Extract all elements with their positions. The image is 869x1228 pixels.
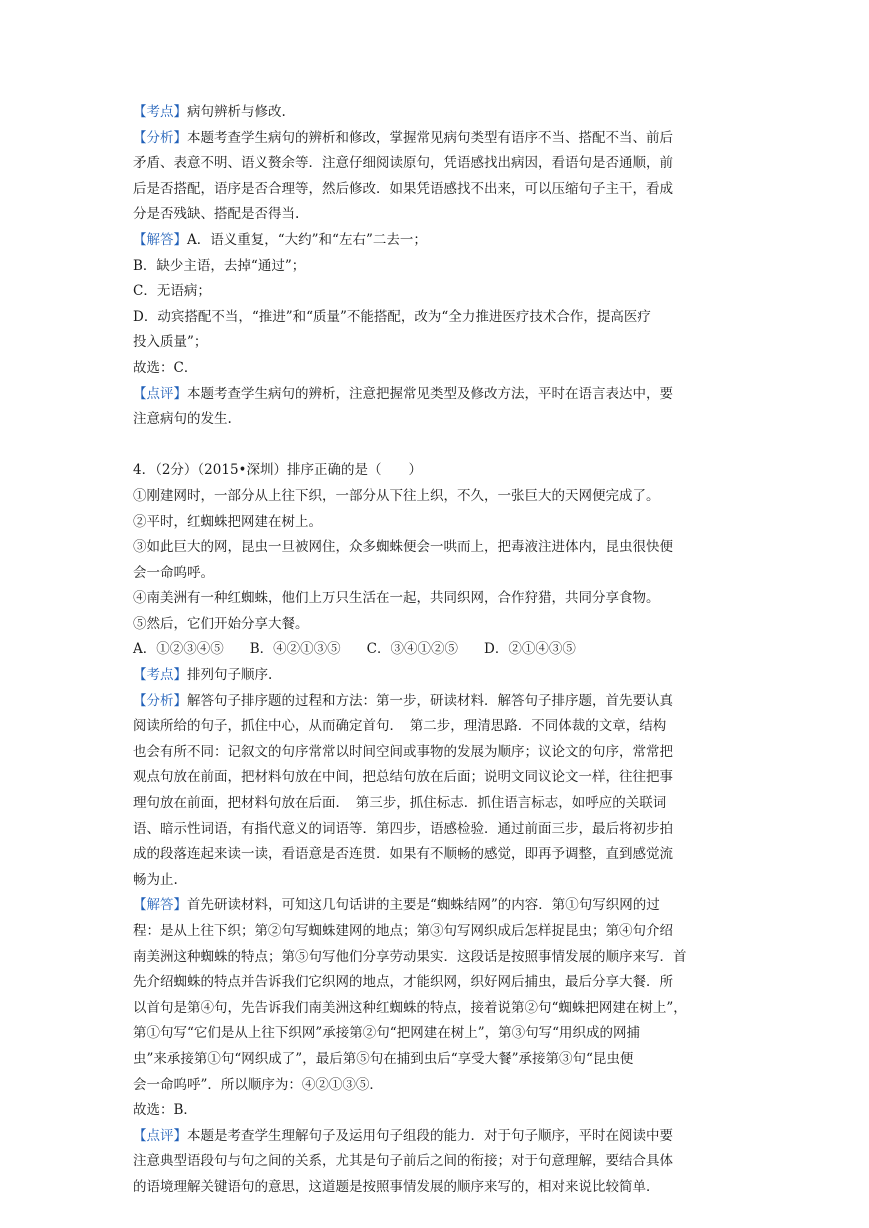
options-row bbox=[133, 637, 743, 663]
sentence-item: ①刚建网时，一部分从上往下织，一部分从下往上织，不久，一张巨大的天网便完成了。 bbox=[133, 487, 660, 504]
dianping-tag: 【点评】 bbox=[133, 1127, 187, 1144]
fenxi-text: 后是否搭配，语序是否合理等，然后修改．如果凭语感找不出来，可以压缩句子主干，看成 bbox=[133, 180, 673, 197]
jieda-text: 先介绍蜘蛛的特点并告诉我们它织网的地点，才能织网，织好网后捕虫，最后分享大餐．所 bbox=[133, 974, 673, 991]
jieda-text: 以首句是第④句，先告诉我们南美洲这种红蜘蛛的特点，接着说第②句“蜘蛛把网建在树上”， bbox=[133, 999, 687, 1016]
option-b: B．④②①③⑤ bbox=[249, 641, 341, 658]
fenxi-tag: 【分析】 bbox=[133, 129, 187, 146]
jieda-text: 第①句写“它们是从上往下织网”承接第②句“把网建在树上”，第③句写“用织成的网捕 bbox=[133, 1025, 641, 1042]
option-a: A．①②③④⑤ bbox=[133, 641, 224, 658]
answer-choice: 故选：C． bbox=[133, 359, 198, 376]
jieda-text: 程：是从上往下织；第②句写蜘蛛建网的地点；第③句写网织成后怎样捉昆虫；第④句介绍 bbox=[133, 923, 673, 939]
dianping-text: 本题考查学生病句的辨析，注意把握常见类型及修改方法，平时在语言表达中，要 bbox=[187, 385, 673, 402]
fenxi-text: 分是否残缺、搭配是否得当. bbox=[133, 206, 300, 223]
kaodian-text: 病句辨析与修改. bbox=[187, 104, 286, 120]
dianping-text: 注意病句的发生. bbox=[133, 411, 232, 428]
q4-kaodian bbox=[133, 663, 743, 689]
q3-jieda bbox=[133, 228, 743, 254]
q4-dianping bbox=[133, 1124, 743, 1150]
answer-choice: 故选：B． bbox=[133, 1102, 197, 1119]
jieda-tag: 【解答】 bbox=[133, 897, 187, 914]
jieda-text: 虫”来承接第①句“网织成了”，最后第⑤句在捕到虫后“享受大餐”承接第③句“昆虫便 bbox=[133, 1050, 634, 1067]
document-page bbox=[133, 100, 743, 1201]
fenxi-text: 本题考查学生病句的辨析和修改，掌握常见病句类型有语序不当、搭配不当、前后 bbox=[187, 129, 673, 146]
jieda-text: 投入质量”； bbox=[133, 334, 208, 351]
sentence-item: ⑤然后，它们开始分享大餐。 bbox=[133, 615, 309, 632]
fenxi-tag: 【分析】 bbox=[133, 692, 187, 709]
q3-dianping bbox=[133, 382, 743, 408]
jieda-text: B．缺少主语，去掉“通过”； bbox=[133, 257, 306, 274]
jieda-tag: 【解答】 bbox=[133, 231, 187, 248]
question-stem: 4．（2分）（2015•深圳）排序正确的是（ ） bbox=[133, 462, 422, 479]
dianping-tag: 【点评】 bbox=[133, 385, 187, 402]
fenxi-text: 成的段落连起来读一读，看语意是否连贯．如果有不顺畅的感觉，即再予调整，直到感觉流 bbox=[133, 846, 673, 863]
kaodian-tag: 【考点】 bbox=[133, 104, 187, 120]
section-gap bbox=[133, 433, 743, 459]
jieda-text: 南美洲这种蜘蛛的特点；第⑤句写他们分享劳动果实．这段话是按照事情发展的顺序来写．首 bbox=[133, 948, 687, 965]
dianping-text: 本题是考查学生理解句子及运用句子组段的能力．对于句子顺序，平时在阅读中要 bbox=[187, 1127, 673, 1144]
kaodian-text: 排列句子顺序. bbox=[187, 667, 273, 684]
fenxi-text: 观点句放在前面，把材料句放在中间，把总结句放在后面；说明文同议论文一样，往往把事 bbox=[133, 769, 673, 786]
option-c: C．③④①②⑤ bbox=[366, 641, 459, 658]
fenxi-text: 也会有所不同：记叙文的句序常常以时间空间或事物的发展为顺序；议论文的句序，常常把 bbox=[133, 743, 673, 760]
option-d: D．②①④③⑤ bbox=[484, 641, 576, 658]
fenxi-text: 语、暗示性词语，有指代意义的词语等．第四步，语感检验．通过前面三步，最后将初步拍 bbox=[133, 820, 673, 837]
q3-kaodian bbox=[133, 100, 743, 126]
fenxi-text: 解答句子排序题的过程和方法：第一步，研读材料．解答句子排序题，首先要认真 bbox=[187, 692, 673, 709]
jieda-text: 首先研读材料，可知这几句话讲的主要是“蜘蛛结网”的内容．第①句写织网的过 bbox=[187, 897, 660, 914]
jieda-text: 会一命呜呼”．所以顺序为：④②①③⑤． bbox=[133, 1076, 383, 1093]
sentence-item: ④南美洲有一种红蜘蛛，他们上万只生活在一起，共同织网，合作狩猎，共同分享食物。 bbox=[133, 590, 660, 607]
fenxi-text: 理句放在前面，把材料句放在后面． 第三步，抓住标志．抓住语言标志，如呼应的关联词 bbox=[133, 795, 667, 812]
jieda-text: D．动宾搭配不当，“推进”和“质量”不能搭配，改为“全力推进医疗技术合作，提高医疗 bbox=[133, 308, 651, 325]
sentence-item: 会一命呜呼。 bbox=[133, 564, 214, 581]
fenxi-text: 畅为止. bbox=[133, 871, 178, 888]
dianping-text: 注意典型语段句与句之间的关系，尤其是句子前后之间的衔接；对于句意理解，要结合具体 bbox=[133, 1153, 673, 1170]
q4-jieda bbox=[133, 893, 743, 919]
fenxi-text: 矛盾、表意不明、语义赘余等．注意仔细阅读原句，凭语感找出病因，看语句是否通顺，前 bbox=[133, 155, 673, 172]
kaodian-tag: 【考点】 bbox=[133, 667, 187, 684]
q3-fenxi bbox=[133, 126, 743, 152]
dianping-text: 的语境理解关键语句的意思，这道题是按照事情发展的顺序来写的，相对来说比较简单． bbox=[133, 1178, 660, 1195]
sentence-item: ②平时，红蜘蛛把网建在树上。 bbox=[133, 513, 322, 530]
q4-fenxi bbox=[133, 689, 743, 715]
fenxi-text: 阅读所给的句子，抓住中心，从而确定首句． 第二步，理清思路．不同体裁的文章，结构 bbox=[133, 718, 667, 735]
jieda-text: A．语义重复，“大约”和“左右”二去一； bbox=[187, 231, 427, 248]
jieda-text: C．无语病； bbox=[133, 283, 211, 300]
sentence-item: ③如此巨大的网，昆虫一旦被网住，众多蜘蛛便会一哄而上，把毒液注进体内，昆虫很快便 bbox=[133, 539, 673, 556]
